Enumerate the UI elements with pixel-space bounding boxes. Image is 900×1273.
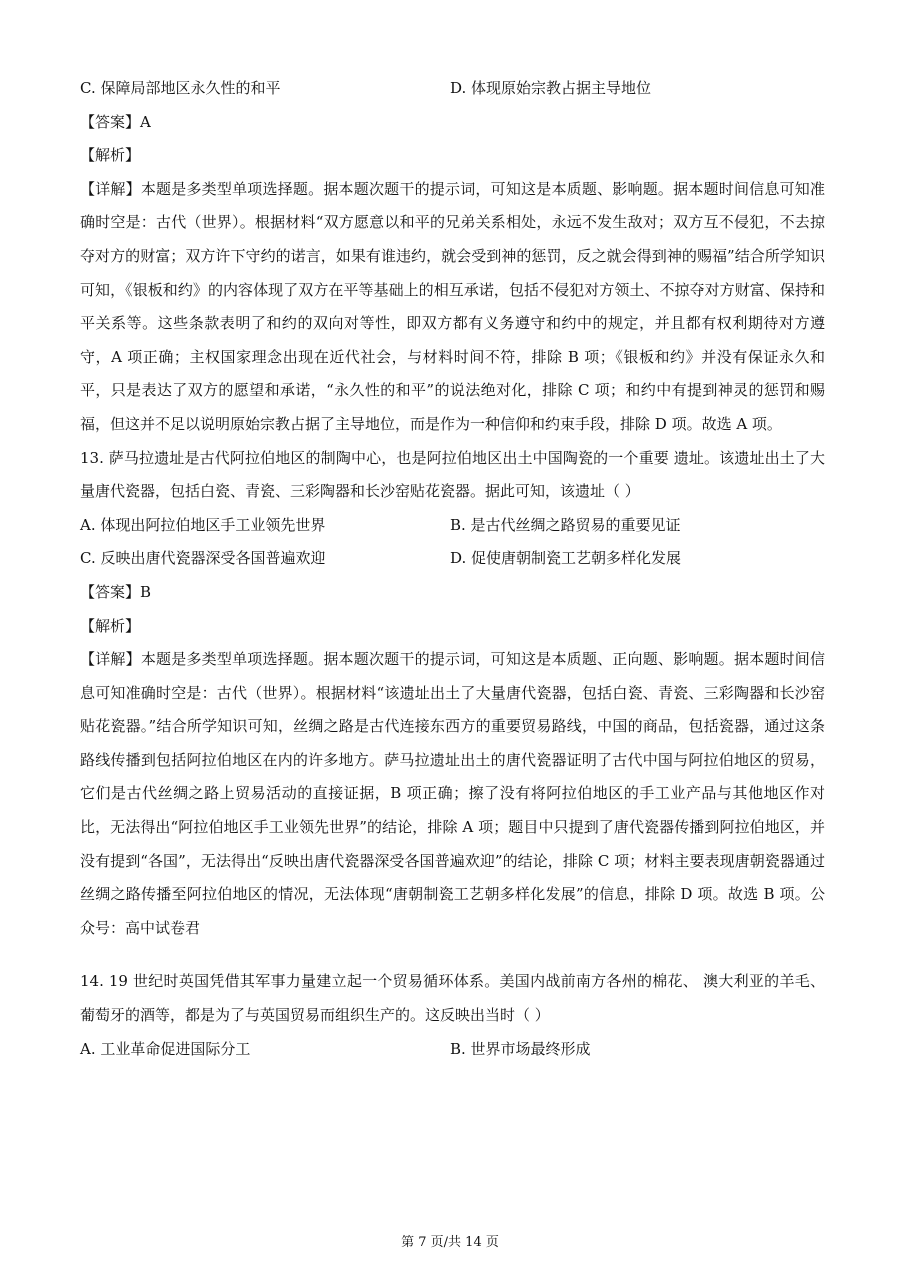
- q13-stem: 13. 萨马拉遗址是古代阿拉伯地区的制陶中心，也是阿拉伯地区出土中国陶瓷的一个重要 遗址。该遗址出土了大量唐代瓷器，包括白瓷、青瓷、三彩陶器和长沙窑贴花瓷器。据此可知，该遗址（ ）: [80, 448, 825, 501]
- q13-option-a: A. 体现出阿拉伯地区手工业领先世界: [80, 515, 326, 534]
- q14-options-row-1: [80, 1033, 825, 1067]
- q13-detail: 【详解】本题是多类型单项选择题。据本题次题干的提示词，可知这是本质题、正向题、影响题。据本题时间信息可知准确时空是：古代（世界）。根据材料“该遗址出土了大量唐代瓷器，包括白瓷、青瓷、三彩陶器和长沙窑贴花瓷器。”结合所学知识可知，丝绸之路是古代连接东西方的重要贸易路线，中国的商品，包括瓷器，通过这条路线传播到包括阿拉伯地区在内的许多地方。萨马拉遗址出土的唐代瓷器证明了古代中国与阿拉伯地区的贸易，它们是古代丝绸之路上贸易活动的直接证据，B 项正确；擦了没有将阿拉伯地区的手工业产品与其他地区作对比，无法得出“阿拉伯地区手工业领先世界”的结论，排除 A 项；题目中只提到了唐代瓷器传播到阿拉伯地区，并没有提到“各国”，无法得出“反映出唐代瓷器深受各国普遍欢迎”的结论，排除 C 项；材料主要表现唐朝瓷器通过丝绸之路传播至阿拉伯地区的情况，无法体现“唐朝制瓷工艺朝多样化发展”的信息，排除 D 项。故选 B 项。公众号：高中试卷君: [80, 650, 825, 937]
- q13-answer: 【答案】B: [80, 582, 152, 601]
- q12-analysis-label: 【解析】: [80, 146, 141, 165]
- q13-option-c: C. 反映出唐代瓷器深受各国普遍欢迎: [80, 549, 326, 568]
- section-spacer: [80, 945, 825, 965]
- q12-detail: 【详解】本题是多类型单项选择题。据本题次题干的提示词，可知这是本质题、影响题。据本题时间信息可知准确时空是：古代（世界）。根据材料“双方愿意以和平的兄弟关系相处，永远不发生敌对；双方互不侵犯，不去掠夺对方的财富；双方许下守约的诺言，如果有谁违约，就会受到神的惩罚，反之就会得到神的赐福”结合所学知识可知，《银板和约》的内容体现了双方在平等基础上的相互承诺，包括不侵犯对方领土、不掠夺对方财富、保持和平关系等。这些条款表明了和约的双向对等性，即双方都有义务遵守和约中的规定，并且都有权利期待对方遵守，A 项正确；主权国家理念出现在近代社会，与材料时间不符，排除 B 项；《银板和约》并没有保证永久和平，只是表达了双方的愿望和承诺，“永久性的和平”的说法绝对化，排除 C 项；和约中有提到神灵的惩罚和赐福，但这并不足以说明原始宗教占据了主导地位，而是作为一种信仰和约束手段，排除 D 项。故选 A 项。: [80, 179, 825, 433]
- q13-analysis-label: 【解析】: [80, 616, 141, 635]
- q12-answer: 【答案】A: [80, 112, 151, 131]
- q14-option-b: B. 世界市场最终形成: [450, 1039, 591, 1058]
- q13-options-row-1: [80, 509, 825, 543]
- q14-stem: 14. 19 世纪时英国凭借其军事力量建立起一个贸易循环体系。美国内战前南方各州的棉花、 澳大利亚的羊毛、葡萄牙的酒等，都是为了与英国贸易而组织生产的。这反映出当时（ ）: [80, 972, 825, 1025]
- page-content: [80, 72, 825, 1066]
- q12-option-d: D. 体现原始宗教占据主导地位: [450, 79, 652, 97]
- page-number-footer: 第 7 页/共 14 页: [401, 1235, 499, 1250]
- q13-options-row-2: [80, 542, 825, 576]
- q14-option-a: A. 工业革命促进国际分工: [80, 1039, 251, 1058]
- q12-option-c: C. 保障局部地区永久性的和平: [80, 79, 281, 97]
- q12-options-row: [80, 72, 825, 106]
- q13-option-d: D. 促使唐朝制瓷工艺朝多样化发展: [450, 549, 682, 568]
- q13-option-b: B. 是古代丝绸之路贸易的重要见证: [450, 515, 681, 534]
